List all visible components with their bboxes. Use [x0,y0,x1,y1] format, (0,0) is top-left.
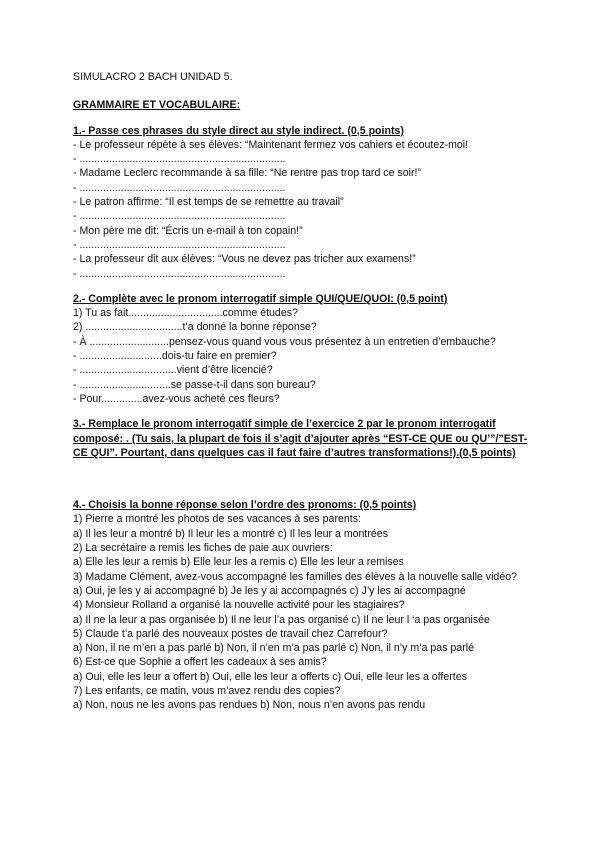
section1-heading: 1.- Passe ces phrases du style direct au style indirect. (0,5 points) [73,124,404,137]
document-subtitle: GRAMMAIRE ET VOCABULAIRE: [73,99,241,112]
answer-line: - ...................................................................... [73,153,286,166]
options-line: a) Elle les leur a remis b) Elle leur les a remis c) Elle les leur a remises [73,556,404,569]
answer-line: - ...................................................................... [73,238,286,251]
exercise-line: - Pour..............avez-vous acheté ces fleurs? [73,392,280,405]
exercise-line: 1) Tu as fait................................comme études? [73,307,298,320]
options-line: a) Oui, je les y ai accompagné b) Je les y ai accompagnés c) J’y les ai accompagné [73,584,466,597]
options-line: a) Il ne la leur a pas organisée b) Il ne leur l’a pas organisé c) Il ne leur l ‘a pas organisée [73,613,490,626]
question-line: 2) La secrétaire a remis les fiches de paie aux ouvriers: [73,542,333,555]
exercise-line: - Le professeur répète à ses élèves: “Maintenant fermez vos cahiers et écoutez-moi! [73,138,469,151]
section3-heading: 3.- Remplace le pronom interrogatif simple de l’exercice 2 par le pronom interrogatif composé: . (Tu sais, la plupart de fois il s’agit d’ajouter après “EST-CE QUE ou QU’”/”EST-CE QUI”. Pourtant, dans quelques cas il faut faire d’autres transformations!).(0,5 points) [73,418,528,459]
answer-line: - ...................................................................... [73,210,286,223]
question-line: 5) Claude t’a parlé des nouveaux postes de travail chez Carrefour? [73,627,388,640]
answer-line: - ...................................................................... [73,181,286,194]
exercise-line: - ............................dois-tu faire en premier? [73,350,277,363]
section1-lines [73,138,533,281]
exercise-line: - À ...........................pensez-vous quand vous vous présentez à un entretien d’embauche? [73,335,496,348]
question-line: 4) Monsieur Rolland a organisé la nouvelle activité pour les stagiaires? [73,599,405,612]
question-line: 1) Pierre a montré les photos de ses vacances à ses parents: [73,513,361,526]
options-line: a) Il les leur a montré b) Il leur les a montré c) Il les leur a montrées [73,527,388,540]
exercise-line: - .................................vient d’être licencié? [73,364,273,377]
exercise-line: - La professeur dit aux élèves: “Vous ne devez pas tricher aux examens!” [73,253,416,266]
exercise-line: - Madame Leclerc recommande à sa fille: “Ne rentre pas trop tard ce soir!” [73,167,421,180]
exercise-line: 2) .................................t’a donné la bonne réponse? [73,321,317,334]
document-title: SIMULACRO 2 BACH UNIDAD 5. [73,71,233,83]
section2-heading: 2.- Complète avec le pronom interrogatif simple QUI/QUE/QUOI: (0,5 point) [73,292,448,305]
section4-lines [73,512,533,712]
section2-lines [73,306,533,406]
options-line: a) Non, il ne m’en a pas parlé b) Non, il n’en m’a pas parlé c) Non, il n’y m’a pas parlé [73,642,474,655]
exercise-line: - Mon père me dit: “Écris un e-mail à ton copain!” [73,224,303,237]
exercise-line: - ...............................se passe-t-il dans son bureau? [73,378,316,391]
question-line: 6) Est-ce que Sophie a offert les cadeaux à ses amis? [73,656,327,669]
options-line: a) Non, nous ne les avons pas rendues b) Non, nous n’en avons pas rendu [73,699,426,712]
options-line: a) Oui, elle les leur a offert b) Oui, elle les leur a offerts c) Oui, elle leur les a offertes [73,670,467,683]
question-line: 7) Les enfants, ce matin, vous m’avez rendu des copies? [73,684,341,697]
section4-heading: 4.- Choisis la bonne réponse selon l’ordre des pronoms: (0,5 points) [73,499,417,512]
answer-line: - ...................................................................... [73,267,286,280]
question-line: 3) Madame Clément, avez-vous accompagné les familles des élèves à la nouvelle salle vidéo? [73,570,517,583]
exercise-line: - Le patron affirme: “Il est temps de se remettre au travail” [73,196,344,209]
document-page [73,70,533,713]
